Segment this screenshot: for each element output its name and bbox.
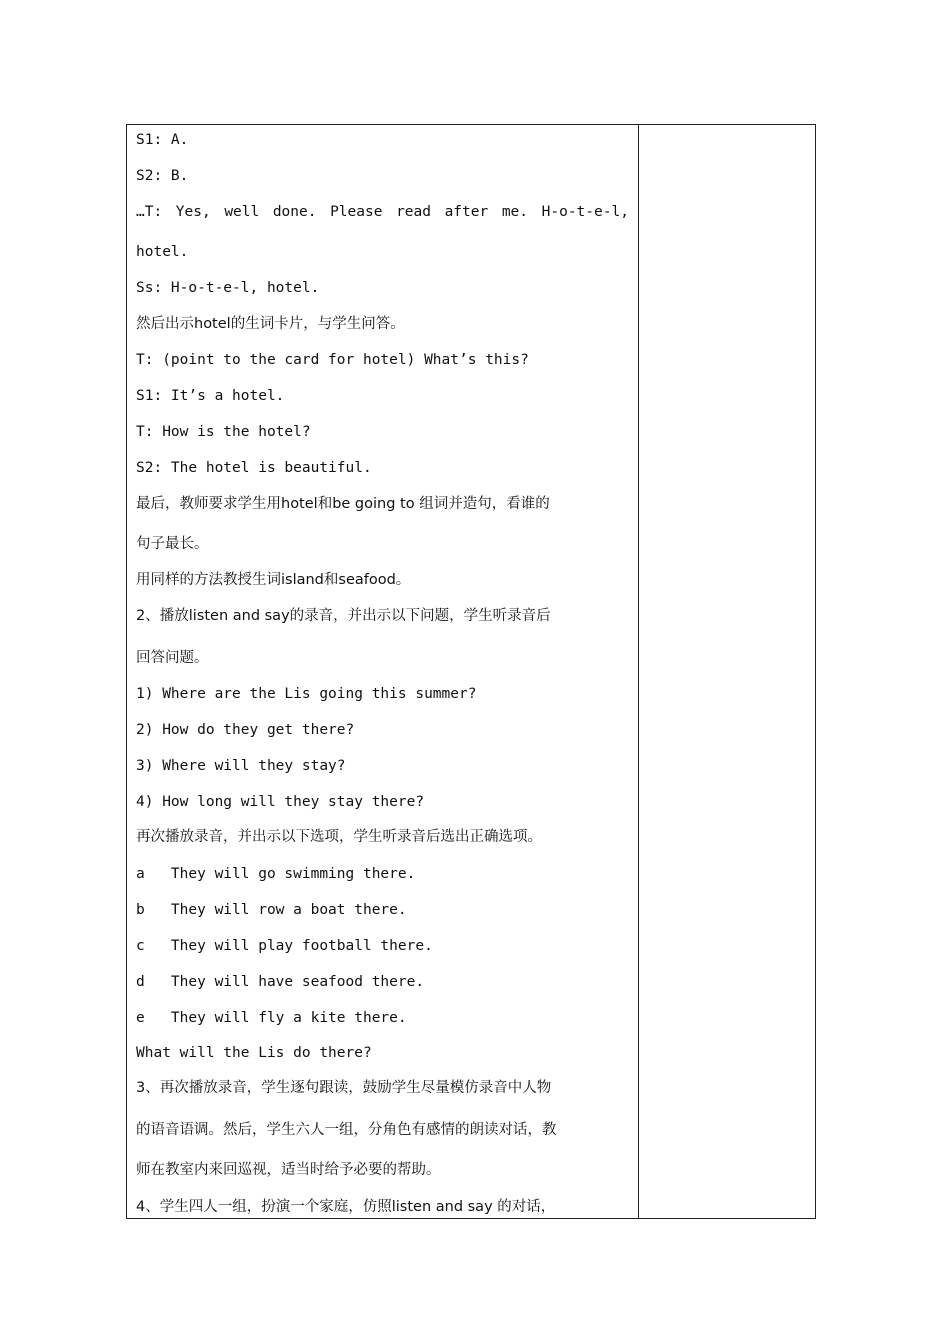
instruction-line: 的语音语调。然后，学生六人一组，分角色有感情的朗读对话，教 — [136, 1122, 557, 1138]
option-line: d They will have seafood there. — [136, 974, 425, 990]
instruction-line: 最后，教师要求学生用hotel和be going to 组词并造句，看谁的 — [136, 496, 550, 512]
word: read — [396, 204, 431, 220]
dialogue-line — [136, 203, 629, 221]
option-line: c They will play football there. — [136, 938, 433, 954]
word: well — [224, 204, 260, 220]
dialogue-line: S2: B. — [136, 168, 189, 184]
question-line: 3) Where will they stay? — [136, 758, 346, 774]
word: H-o-t-e-l, — [541, 204, 629, 220]
question-line: 1) Where are the Lis going this summer? — [136, 686, 477, 702]
dialogue-line: S1: A. — [136, 132, 189, 148]
instruction-line: 用同样的方法教授生词island和seafood。 — [136, 572, 411, 588]
dialogue-line: hotel. — [136, 244, 189, 260]
instruction-line: 然后出示hotel的生词卡片，与学生问答。 — [136, 316, 405, 332]
word: Please — [330, 204, 383, 220]
option-line: e They will fly a kite there. — [136, 1010, 407, 1026]
word: Yes, — [175, 204, 211, 220]
question-line: 4) How long will they stay there? — [136, 794, 425, 810]
word: done. — [272, 204, 317, 220]
instruction-line: 4、学生四人一组，扮演一个家庭，仿照listen and say 的对话， — [136, 1199, 556, 1215]
word: me. — [501, 204, 529, 220]
dialogue-line: Ss: H-o-t-e-l, hotel. — [136, 280, 320, 296]
dialogue-line: T: (point to the card for hotel) What’s this? — [136, 352, 529, 368]
notes-cell — [639, 125, 815, 1218]
instruction-line: 回答问题。 — [136, 650, 209, 666]
dialogue-line: S2: The hotel is beautiful. — [136, 460, 372, 476]
question-line: What will the Lis do there? — [136, 1045, 372, 1061]
instruction-line: 再次播放录音，并出示以下选项，学生听录音后选出正确选项。 — [136, 829, 542, 845]
instruction-line: 2、播放listen and say的录音，并出示以下问题，学生听录音后 — [136, 608, 551, 624]
option-line: a They will go swimming there. — [136, 866, 416, 882]
dialogue-line: T: How is the hotel? — [136, 424, 311, 440]
dialogue-line: S1: It’s a hotel. — [136, 388, 285, 404]
instruction-line: 3、再次播放录音，学生逐句跟读，鼓励学生尽量模仿录音中人物 — [136, 1080, 552, 1096]
question-line: 2) How do they get there? — [136, 722, 355, 738]
instruction-line: 师在教室内来回巡视，适当时给予必要的帮助。 — [136, 1162, 441, 1178]
word: …T: — [136, 204, 163, 220]
option-line: b They will row a boat there. — [136, 902, 407, 918]
word: after — [444, 204, 489, 220]
instruction-line: 句子最长。 — [136, 536, 209, 552]
lesson-plan-table — [126, 124, 816, 1219]
